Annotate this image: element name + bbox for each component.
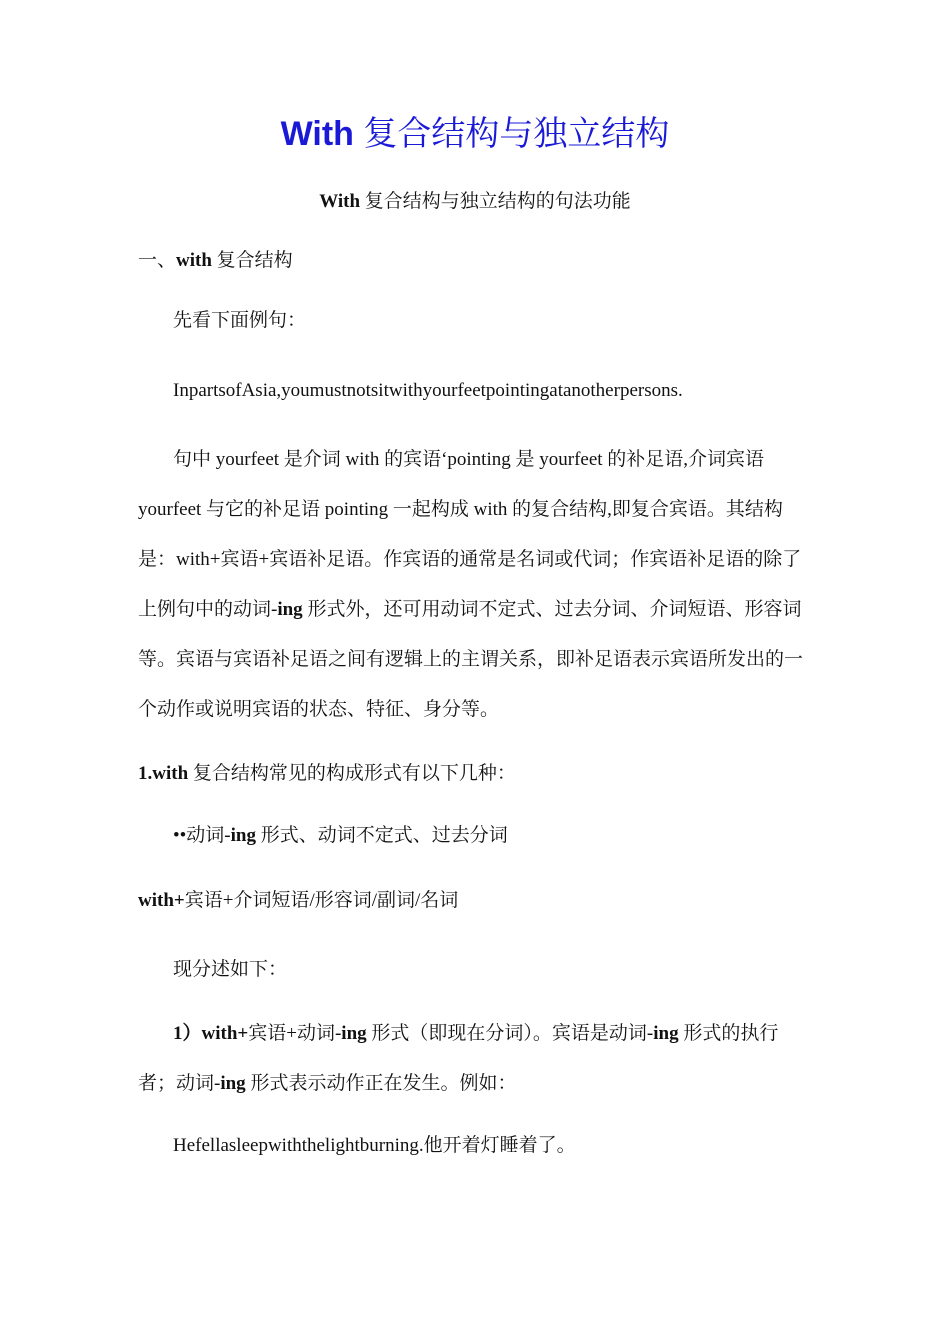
- paragraph-line-4-c: 形式外，还可用动词不定式、过去分词、介词短语、形容词: [302, 599, 802, 620]
- section-keyword: with: [176, 250, 212, 271]
- sub-item-e: 形式（即现在分词）。宾语是动词-: [366, 1023, 654, 1044]
- paragraph-line-5: 等。宾语与宾语补足语之间有逻辑上的主谓关系，即补足语表示宾语所发出的一: [138, 649, 804, 670]
- form-keyword: with+: [138, 890, 185, 911]
- title-english: With: [280, 115, 354, 153]
- section-heading-1: [138, 247, 293, 275]
- bullet-b: ing: [230, 825, 256, 846]
- list-heading-rest: 复合结构常见的构成形式有以下几种：: [188, 763, 516, 784]
- sub-item-1-line-1: [173, 1020, 778, 1048]
- paragraph-line-6: 个动作或说明宾语的状态、特征、身分等。: [138, 699, 500, 720]
- sub-item-g: 形式的执行: [678, 1023, 779, 1044]
- paragraph-line-1: 句中 yourfeet 是介词 with 的宾语‘pointing 是 yourfeet 的补足语,介词宾语: [173, 449, 765, 470]
- document-title: [0, 112, 950, 156]
- paragraph-line-4-b: ing: [277, 599, 303, 620]
- sub-item-c: 宾语+动词-: [248, 1023, 342, 1044]
- bullet-line: [173, 822, 508, 850]
- subtitle-chinese: 复合结构与独立结构的句法功能: [360, 191, 631, 212]
- paragraph-line-3: 是：with+宾语+宾语补足语。作宾语的通常是名词或代词；作宾语补足语的除了: [138, 549, 802, 570]
- document-subtitle: [0, 188, 950, 216]
- sub-item-f: ing: [653, 1023, 679, 1044]
- sub-item-d: ing: [341, 1023, 367, 1044]
- sub-item-number: 1）: [173, 1023, 202, 1044]
- title-chinese: 复合结构与独立结构: [353, 115, 670, 153]
- intro-text: 先看下面例句：: [173, 310, 307, 331]
- sub-item-l2-c: 形式表示动作正在发生。例如：: [245, 1073, 517, 1094]
- list-heading-keyword: 1.with: [138, 763, 189, 784]
- list-heading-1: [138, 760, 516, 788]
- paragraph-line-2: yourfeet 与它的补足语 pointing 一起构成 with 的复合结构,即复合宾语。其结构: [138, 499, 783, 520]
- example-sentence-1: InpartsofAsia,youmustnotsitwithyourfeetpointingatanotherpersons.: [173, 380, 683, 401]
- bullet-c: 形式、动词不定式、过去分词: [256, 825, 508, 846]
- sub-item-l2-a: 者；动词-: [138, 1073, 221, 1094]
- paragraph-line-4-a: 上例句中的动词-: [138, 599, 278, 620]
- sub-item-keyword: with+: [201, 1023, 249, 1044]
- sub-item-l2-b: ing: [220, 1073, 246, 1094]
- now-text: 现分述如下：: [173, 959, 288, 980]
- form-line-2: [138, 887, 458, 915]
- subtitle-english: With: [319, 191, 361, 212]
- bullet-a: ••动词-: [173, 825, 231, 846]
- sub-item-1-line-2: [138, 1070, 516, 1098]
- section-prefix: 一、: [138, 250, 177, 271]
- section-rest: 复合结构: [211, 250, 293, 271]
- form-rest: 宾语+介词短语/形容词/副词/名词: [184, 890, 459, 911]
- example-sentence-2: Hefellasleepwiththelightburning.他开着灯睡着了。: [173, 1135, 576, 1156]
- paragraph-line-4: [138, 596, 801, 624]
